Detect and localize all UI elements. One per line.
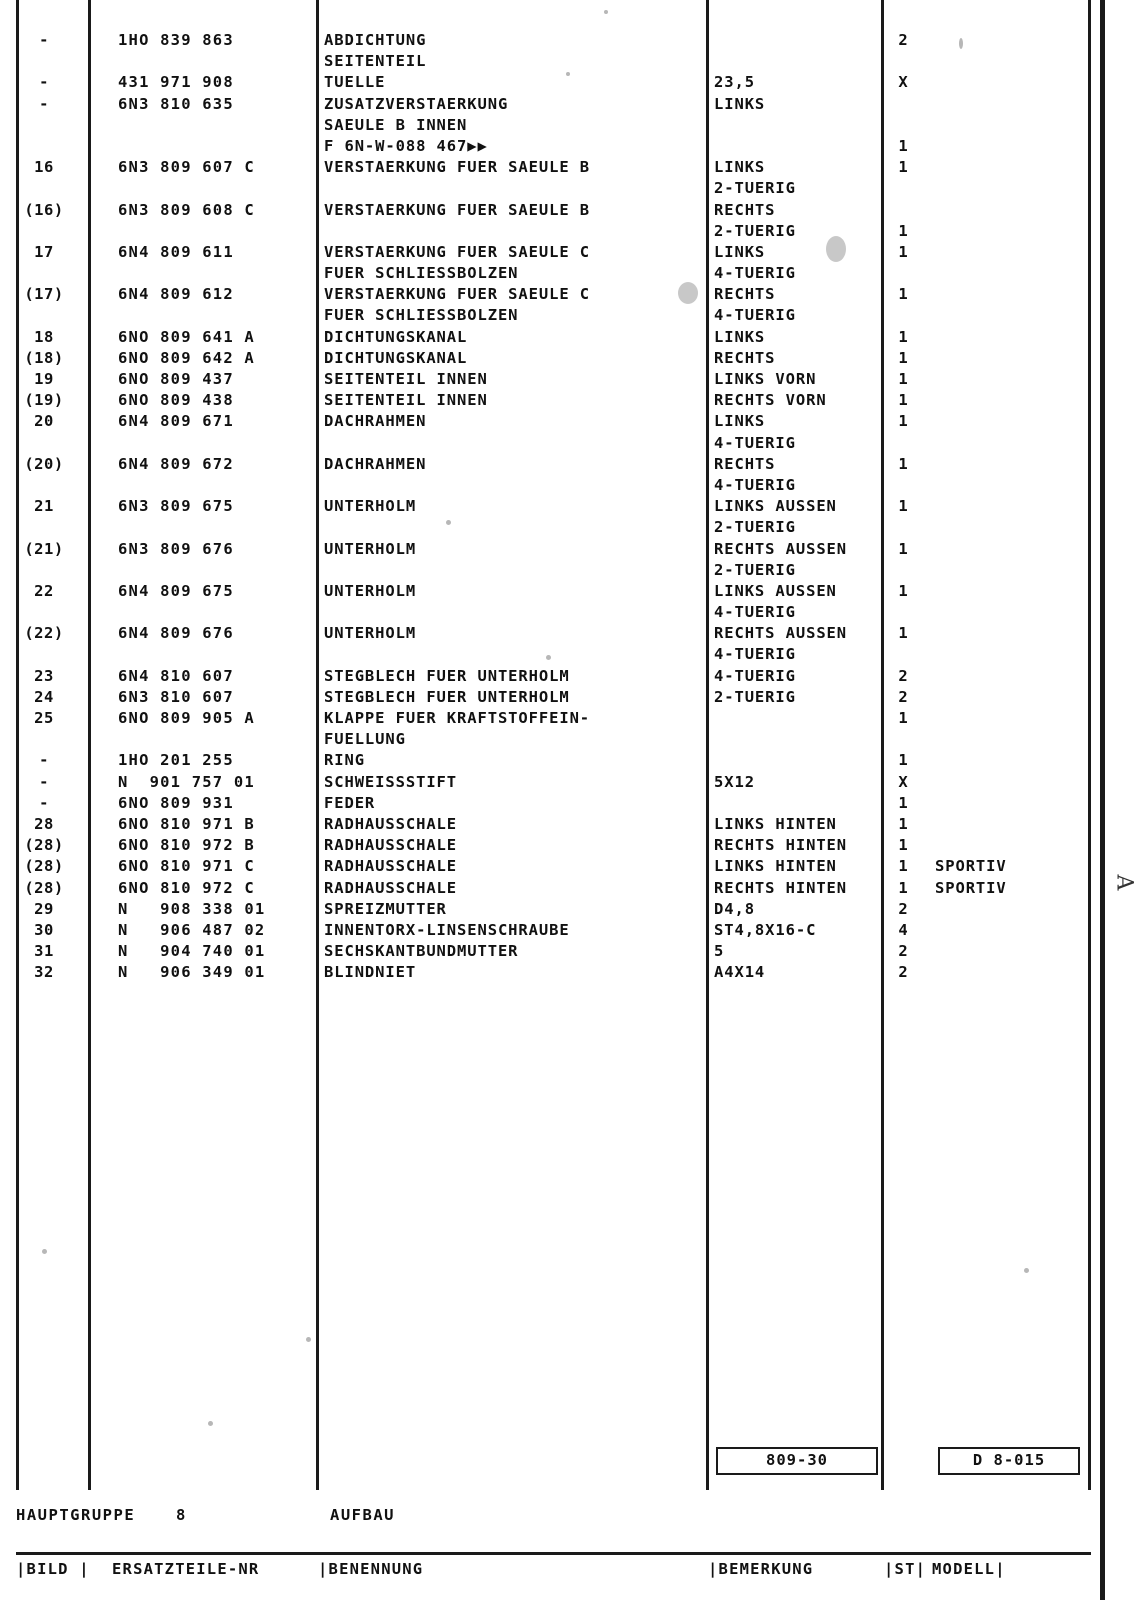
table-row bbox=[0, 517, 1090, 538]
table-row bbox=[0, 644, 1090, 665]
cell-benennung: UNTERHOLM bbox=[324, 624, 417, 643]
cell-benennung: RING bbox=[324, 751, 365, 770]
cell-bemerkung: 2-TUERIG bbox=[714, 221, 796, 240]
table-row bbox=[0, 496, 1090, 517]
cell-benennung: SEITENTEIL INNEN bbox=[324, 391, 488, 410]
cell-bemerkung: 2-TUERIG bbox=[714, 179, 796, 198]
cell-bild: 16 bbox=[34, 158, 54, 177]
cell-bild: (19) bbox=[24, 391, 64, 410]
cell-bemerkung: LINKS bbox=[714, 158, 766, 177]
cell-ersatzteil-nr: 6NO 809 931 bbox=[118, 793, 234, 812]
cell-bild: 20 bbox=[34, 412, 54, 431]
table-row bbox=[0, 793, 1090, 814]
cell-benennung: FEDER bbox=[324, 793, 376, 812]
cell-bemerkung: 5X12 bbox=[714, 772, 755, 791]
cell-st: 1 bbox=[898, 709, 908, 727]
cell-bemerkung: 4-TUERIG bbox=[714, 264, 796, 283]
table-row bbox=[0, 581, 1090, 602]
cell-benennung: UNTERHOLM bbox=[324, 581, 417, 600]
cell-benennung: SAEULE B INNEN bbox=[324, 115, 468, 134]
cell-bild: (17) bbox=[24, 285, 64, 304]
aufbau-label: AUFBAU bbox=[330, 1506, 395, 1524]
cell-st: 1 bbox=[898, 158, 908, 177]
cell-bild: - bbox=[39, 31, 49, 49]
scan-speck bbox=[959, 38, 963, 49]
table-row bbox=[0, 899, 1090, 920]
cell-benennung: STEGBLECH FUER UNTERHOLM bbox=[324, 666, 570, 685]
page-code-box bbox=[938, 1447, 1080, 1475]
cell-st: 1 bbox=[898, 624, 908, 643]
cell-ersatzteil-nr: N 901 757 01 bbox=[118, 772, 255, 791]
cell-benennung: DACHRAHMEN bbox=[324, 412, 427, 431]
cell-bemerkung: 2-TUERIG bbox=[714, 518, 796, 537]
cell-bild: - bbox=[39, 73, 49, 92]
table-row bbox=[0, 305, 1090, 326]
section-code-box bbox=[716, 1447, 878, 1475]
table-row bbox=[0, 856, 1090, 877]
table-row bbox=[0, 72, 1090, 93]
cell-benennung: VERSTAERKUNG FUER SAEULE C bbox=[324, 242, 591, 261]
cell-bemerkung: 4-TUERIG bbox=[714, 306, 796, 325]
cell-benennung: ZUSATZVERSTAERKUNG bbox=[324, 94, 509, 113]
cell-bild: - bbox=[39, 772, 49, 791]
table-row bbox=[0, 687, 1090, 708]
cell-bemerkung: RECHTS bbox=[714, 200, 776, 219]
cell-bemerkung: 4-TUERIG bbox=[714, 603, 796, 622]
cell-bemerkung: A4X14 bbox=[714, 963, 766, 982]
cell-bemerkung: RECHTS bbox=[714, 285, 776, 304]
cell-st: 2 bbox=[898, 31, 908, 49]
table-row bbox=[0, 602, 1090, 623]
scan-speck bbox=[42, 1249, 47, 1254]
cell-ersatzteil-nr: 6NO 809 438 bbox=[118, 391, 234, 410]
cell-ersatzteil-nr: 6NO 810 971 C bbox=[118, 857, 255, 876]
cell-benennung: BLINDNIET bbox=[324, 963, 417, 982]
table-row bbox=[0, 327, 1090, 348]
cell-bild: (20) bbox=[24, 454, 64, 473]
cell-bemerkung: 2-TUERIG bbox=[714, 687, 796, 706]
cell-bemerkung: LINKS VORN bbox=[714, 370, 817, 388]
cell-bild: 18 bbox=[34, 327, 54, 346]
cell-bild: - bbox=[39, 751, 49, 770]
cell-ersatzteil-nr: 1HO 839 863 bbox=[118, 31, 234, 49]
table-row bbox=[0, 433, 1090, 454]
cell-st: 1 bbox=[898, 348, 908, 367]
table-row bbox=[0, 200, 1090, 221]
cell-bild: (28) bbox=[24, 878, 64, 897]
table-row bbox=[0, 772, 1090, 793]
cell-st: 2 bbox=[898, 687, 908, 706]
cell-ersatzteil-nr: 6NO 810 972 B bbox=[118, 836, 255, 855]
cell-st: 1 bbox=[898, 581, 908, 600]
cell-st: 1 bbox=[898, 878, 908, 897]
cell-bemerkung: 4-TUERIG bbox=[714, 645, 796, 664]
cell-benennung: SECHSKANTBUNDMUTTER bbox=[324, 942, 519, 961]
cell-bemerkung: RECHTS AUSSEN bbox=[714, 539, 848, 558]
table-row bbox=[0, 729, 1090, 750]
cell-ersatzteil-nr: 6N4 809 676 bbox=[118, 624, 234, 643]
cell-bemerkung: RECHTS HINTEN bbox=[714, 878, 848, 897]
cell-st: 1 bbox=[898, 242, 908, 261]
cell-bemerkung: RECHTS AUSSEN bbox=[714, 624, 848, 643]
cell-ersatzteil-nr: 6N3 809 607 C bbox=[118, 158, 255, 177]
table-row bbox=[0, 835, 1090, 856]
cell-ersatzteil-nr: 6N3 809 608 C bbox=[118, 200, 255, 219]
cell-ersatzteil-nr: 6N4 809 672 bbox=[118, 454, 234, 473]
cell-ersatzteil-nr: 6N3 810 607 bbox=[118, 687, 234, 706]
cell-bild: 28 bbox=[34, 814, 54, 833]
table-row bbox=[0, 115, 1090, 136]
cell-bemerkung: LINKS bbox=[714, 412, 766, 431]
cell-benennung: RADHAUSSCHALE bbox=[324, 814, 458, 833]
cell-bemerkung: LINKS AUSSEN bbox=[714, 581, 837, 600]
cell-modell: SPORTIV bbox=[935, 878, 1007, 897]
cell-benennung: VERSTAERKUNG FUER SAEULE C bbox=[324, 285, 591, 304]
cell-bild: 25 bbox=[34, 709, 54, 727]
scan-speck bbox=[566, 72, 570, 76]
parts-table bbox=[0, 30, 1090, 983]
cell-ersatzteil-nr: 6N3 810 635 bbox=[118, 94, 234, 113]
cell-ersatzteil-nr: 6N3 809 675 bbox=[118, 497, 234, 516]
page-code: D 8-015 bbox=[972, 1451, 1046, 1469]
table-row bbox=[0, 666, 1090, 687]
cell-st: 1 bbox=[898, 454, 908, 473]
cell-bemerkung: 4-TUERIG bbox=[714, 475, 796, 494]
cell-ersatzteil-nr: 6NO 810 972 C bbox=[118, 878, 255, 897]
cell-st: 2 bbox=[898, 963, 908, 982]
table-row bbox=[0, 221, 1090, 242]
cell-bild: 29 bbox=[34, 899, 54, 918]
cell-bemerkung: 4-TUERIG bbox=[714, 433, 796, 452]
cell-st: X bbox=[898, 73, 908, 92]
table-row bbox=[0, 708, 1090, 729]
table-row bbox=[0, 242, 1090, 263]
cell-benennung: UNTERHOLM bbox=[324, 539, 417, 558]
frame-right-outer bbox=[1100, 0, 1105, 1600]
cell-st: 1 bbox=[898, 539, 908, 558]
col-header-benennung: |BENENNUNG bbox=[318, 1560, 424, 1578]
cell-benennung: FUELLUNG bbox=[324, 730, 406, 749]
cell-st: 1 bbox=[898, 814, 908, 833]
cell-st: 2 bbox=[898, 899, 908, 918]
cell-benennung: SEITENTEIL bbox=[324, 52, 427, 71]
cell-benennung: RADHAUSSCHALE bbox=[324, 878, 458, 897]
cell-bild: 30 bbox=[34, 920, 54, 939]
cell-modell: SPORTIV bbox=[935, 857, 1007, 876]
cell-ersatzteil-nr: 6NO 810 971 B bbox=[118, 814, 255, 833]
cell-ersatzteil-nr: 6N4 809 612 bbox=[118, 285, 234, 304]
scan-speck bbox=[546, 655, 551, 660]
cell-benennung: FUER SCHLIESSBOLZEN bbox=[324, 264, 519, 283]
table-row bbox=[0, 263, 1090, 284]
table-row bbox=[0, 454, 1090, 475]
cell-bild: 22 bbox=[34, 581, 54, 600]
cell-ersatzteil-nr: 6N3 809 676 bbox=[118, 539, 234, 558]
table-row bbox=[0, 560, 1090, 581]
cell-bild: (18) bbox=[24, 348, 64, 367]
cell-ersatzteil-nr: N 906 349 01 bbox=[118, 963, 266, 982]
cell-ersatzteil-nr: N 906 487 02 bbox=[118, 920, 266, 939]
table-row bbox=[0, 157, 1090, 178]
cell-st: 1 bbox=[898, 370, 908, 388]
cell-ersatzteil-nr: 1HO 201 255 bbox=[118, 751, 234, 770]
cell-bild: 19 bbox=[34, 370, 54, 388]
cell-ersatzteil-nr: 6NO 809 642 A bbox=[118, 348, 255, 367]
cell-st: 1 bbox=[898, 836, 908, 855]
cell-benennung: DICHTUNGSKANAL bbox=[324, 327, 468, 346]
scan-smudge bbox=[826, 236, 846, 262]
cell-bemerkung: RECHTS HINTEN bbox=[714, 836, 848, 855]
cell-ersatzteil-nr: N 908 338 01 bbox=[118, 899, 266, 918]
cell-benennung: ABDICHTUNG bbox=[324, 31, 427, 49]
table-row bbox=[0, 94, 1090, 115]
hauptgruppe-label: HAUPTGRUPPE bbox=[16, 1506, 136, 1524]
cell-bild: (28) bbox=[24, 857, 64, 876]
cell-st: 1 bbox=[898, 221, 908, 240]
cell-bemerkung: LINKS HINTEN bbox=[714, 857, 837, 876]
cell-st: 1 bbox=[898, 391, 908, 410]
cell-st: 2 bbox=[898, 666, 908, 685]
table-row bbox=[0, 51, 1090, 72]
table-row bbox=[0, 941, 1090, 962]
cell-benennung: SPREIZMUTTER bbox=[324, 899, 447, 918]
col-header-ersatzteil: ERSATZTEILE-NR bbox=[112, 1560, 260, 1578]
scan-smudge bbox=[678, 282, 698, 304]
scan-speck bbox=[208, 1421, 213, 1426]
cell-bild: 24 bbox=[34, 687, 54, 706]
cell-benennung: TUELLE bbox=[324, 73, 386, 92]
col-header-modell: MODELL| bbox=[932, 1560, 1006, 1578]
cell-bild: (28) bbox=[24, 836, 64, 855]
table-row bbox=[0, 814, 1090, 835]
cell-benennung: F 6N-W-088 467▶▶ bbox=[324, 136, 488, 155]
cell-st: 1 bbox=[898, 136, 908, 155]
cell-bemerkung: 5 bbox=[714, 942, 725, 961]
cell-st: 1 bbox=[898, 751, 908, 770]
table-row bbox=[0, 539, 1090, 560]
cell-bemerkung: LINKS bbox=[714, 94, 766, 113]
cell-benennung: DACHRAHMEN bbox=[324, 454, 427, 473]
cell-bemerkung: ST4,8X16-C bbox=[714, 920, 817, 939]
cell-bemerkung: LINKS bbox=[714, 242, 766, 261]
cell-benennung: INNENTORX-LINSENSCHRAUBE bbox=[324, 920, 570, 939]
cell-bemerkung: LINKS AUSSEN bbox=[714, 497, 837, 516]
table-row bbox=[0, 920, 1090, 941]
table-row bbox=[0, 178, 1090, 199]
table-row bbox=[0, 390, 1090, 411]
table-row bbox=[0, 30, 1090, 51]
scan-speck bbox=[306, 1337, 311, 1342]
cell-bemerkung: RECHTS VORN bbox=[714, 391, 827, 410]
cell-bemerkung: 4-TUERIG bbox=[714, 666, 796, 685]
cell-benennung: DICHTUNGSKANAL bbox=[324, 348, 468, 367]
cell-st: 1 bbox=[898, 285, 908, 304]
cell-benennung: VERSTAERKUNG FUER SAEULE B bbox=[324, 158, 591, 177]
cell-benennung: KLAPPE FUER KRAFTSTOFFEIN- bbox=[324, 709, 591, 727]
cell-bild: (21) bbox=[24, 539, 64, 558]
cell-bemerkung: D4,8 bbox=[714, 899, 755, 918]
col-header-bemerkung: |BEMERKUNG bbox=[708, 1560, 814, 1578]
cell-benennung: STEGBLECH FUER UNTERHOLM bbox=[324, 687, 570, 706]
table-row bbox=[0, 962, 1090, 983]
cell-ersatzteil-nr: 6NO 809 437 bbox=[118, 370, 234, 388]
scan-speck bbox=[446, 520, 451, 525]
cell-bild: 23 bbox=[34, 666, 54, 685]
header-divider bbox=[16, 1552, 1091, 1555]
table-row bbox=[0, 475, 1090, 496]
cell-bemerkung: 2-TUERIG bbox=[714, 560, 796, 579]
col-header-st: |ST| bbox=[884, 1560, 927, 1578]
table-row bbox=[0, 411, 1090, 432]
cell-bemerkung: 23,5 bbox=[714, 73, 755, 92]
cell-ersatzteil-nr: 6NO 809 905 A bbox=[118, 709, 255, 727]
cell-ersatzteil-nr: 6N4 809 611 bbox=[118, 242, 234, 261]
cell-bild: 32 bbox=[34, 963, 54, 982]
cell-bild: 31 bbox=[34, 942, 54, 961]
col-header-bild: |BILD | bbox=[16, 1560, 90, 1578]
cell-ersatzteil-nr: 431 971 908 bbox=[118, 73, 234, 92]
section-code: 809-30 bbox=[766, 1451, 828, 1469]
cell-benennung: VERSTAERKUNG FUER SAEULE B bbox=[324, 200, 591, 219]
cell-st: 2 bbox=[898, 942, 908, 961]
scan-speck bbox=[1024, 1268, 1029, 1273]
cell-benennung: UNTERHOLM bbox=[324, 497, 417, 516]
cell-bild: (22) bbox=[24, 624, 64, 643]
cell-ersatzteil-nr: N 904 740 01 bbox=[118, 942, 266, 961]
cell-benennung: RADHAUSSCHALE bbox=[324, 836, 458, 855]
cell-bemerkung: LINKS HINTEN bbox=[714, 814, 837, 833]
cell-bemerkung: RECHTS bbox=[714, 454, 776, 473]
cell-bild: - bbox=[39, 94, 49, 113]
table-row bbox=[0, 750, 1090, 771]
cell-ersatzteil-nr: 6N4 810 607 bbox=[118, 666, 234, 685]
table-row bbox=[0, 284, 1090, 305]
table-row bbox=[0, 348, 1090, 369]
cell-ersatzteil-nr: 6N4 809 675 bbox=[118, 581, 234, 600]
cell-ersatzteil-nr: 6N4 809 671 bbox=[118, 412, 234, 431]
cell-st: 1 bbox=[898, 327, 908, 346]
cell-st: 1 bbox=[898, 497, 908, 516]
cell-st: 1 bbox=[898, 412, 908, 431]
cell-benennung: SCHWEISSSTIFT bbox=[324, 772, 458, 791]
cell-st: 1 bbox=[898, 857, 908, 876]
cell-st: 4 bbox=[898, 920, 908, 939]
cell-benennung: SEITENTEIL INNEN bbox=[324, 370, 488, 388]
cell-bemerkung: RECHTS bbox=[714, 348, 776, 367]
cell-bild: 17 bbox=[34, 242, 54, 261]
table-row bbox=[0, 136, 1090, 157]
table-row bbox=[0, 369, 1090, 390]
cell-benennung: RADHAUSSCHALE bbox=[324, 857, 458, 876]
cell-bild: 21 bbox=[34, 497, 54, 516]
cell-ersatzteil-nr: 6NO 809 641 A bbox=[118, 327, 255, 346]
scan-speck bbox=[604, 10, 608, 14]
hauptgruppe-value: 8 bbox=[176, 1506, 187, 1524]
cell-st: 1 bbox=[898, 793, 908, 812]
cell-bild: (16) bbox=[24, 200, 64, 219]
cell-benennung: FUER SCHLIESSBOLZEN bbox=[324, 306, 519, 325]
cell-bild: - bbox=[39, 793, 49, 812]
cell-st: X bbox=[898, 772, 908, 791]
table-row bbox=[0, 623, 1090, 644]
table-row bbox=[0, 878, 1090, 899]
margin-mark: A bbox=[1111, 874, 1137, 891]
cell-bemerkung: LINKS bbox=[714, 327, 766, 346]
